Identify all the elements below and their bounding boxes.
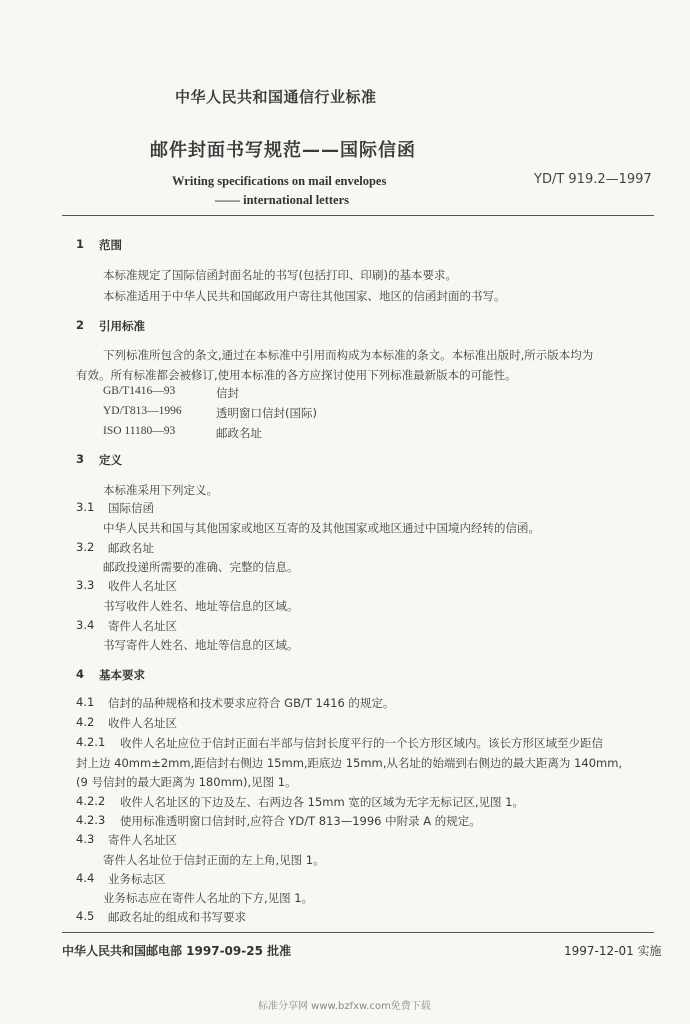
section-1-title: 范围 xyxy=(99,238,122,252)
clause-text: 业务标志区 xyxy=(108,872,166,886)
ref-name: 邮政名址 xyxy=(216,426,262,440)
section-4-title: 基本要求 xyxy=(99,668,145,682)
standard-category: 中华人民共和国通信行业标准 xyxy=(175,88,377,106)
section-3-title: 定义 xyxy=(99,453,122,467)
definition-number: 3.4 xyxy=(76,618,95,632)
definition-number: 3.2 xyxy=(76,540,95,554)
clause-number: 4.3 xyxy=(76,832,95,846)
document-number: YD/T 919.2—1997 xyxy=(534,172,652,187)
ref-code: YD/T813—1996 xyxy=(103,405,182,417)
section-2-title: 引用标准 xyxy=(99,319,145,333)
clause-text: 邮政名址的组成和书写要求 xyxy=(108,910,246,924)
clause-number: 4.2.3 xyxy=(76,813,106,827)
clause-text-line3: (9 号信封的最大距离为 180mm),见图 1。 xyxy=(76,775,297,789)
approval-line: 中华人民共和国邮电部 1997-09-25 批准 xyxy=(62,944,292,958)
definition-number: 3.1 xyxy=(76,500,95,514)
clause-text: 信封的品种规格和技术要求应符合 GB/T 1416 的规定。 xyxy=(108,696,395,710)
document-title-en-line2: —— international letters xyxy=(215,193,350,207)
watermark-text: 标准分享网 www.bzfxw.com免费下载 xyxy=(258,1001,431,1012)
definition-text: 邮政投递所需要的准确、完整的信息。 xyxy=(103,560,299,574)
definition-term: 邮政名址 xyxy=(108,541,154,555)
header-divider xyxy=(62,215,654,216)
definition-text: 书写收件人姓名、地址等信息的区域。 xyxy=(103,599,299,613)
implementation-date: 1997-12-01 实施 xyxy=(564,944,662,958)
clause-subtext: 寄件人名址位于信封正面的左上角,见图 1。 xyxy=(103,853,325,867)
definition-term: 收件人名址区 xyxy=(108,579,177,593)
ref-name: 透明窗口信封(国际) xyxy=(216,406,317,420)
clause-text-line1: 收件人名址应位于信封正面右半部与信封长度平行的一个长方形区域内。该长方形区域至少距信 xyxy=(120,736,603,750)
clause-text: 寄件人名址区 xyxy=(108,833,177,847)
clause-text-line2: 封上边 40mm±2mm,距信封右侧边 15mm,距底边 15mm,从名址的始端到右侧边的最大距离为 140mm, xyxy=(76,756,623,770)
clause-number: 4.2 xyxy=(76,715,95,729)
definition-term: 寄件人名址区 xyxy=(108,619,177,633)
clause-number: 4.2.2 xyxy=(76,794,106,808)
section-4-number: 4 xyxy=(76,667,85,681)
section-1-para-2: 本标准适用于中华人民共和国邮政用户寄往其他国家、地区的信函封面的书写。 xyxy=(103,289,506,303)
clause-subtext: 业务标志应在寄件人名址的下方,见图 1。 xyxy=(103,891,314,905)
section-2-para-line1: 下列标准所包含的条文,通过在本标准中引用而构成为本标准的条文。本标准出版时,所示版本均为 xyxy=(103,348,594,362)
section-3-intro: 本标准采用下列定义。 xyxy=(103,483,218,497)
clause-number: 4.2.1 xyxy=(76,735,106,749)
definition-term: 国际信函 xyxy=(108,501,154,515)
section-2-number: 2 xyxy=(76,318,85,332)
ref-name: 信封 xyxy=(216,386,239,400)
ref-code: ISO 11180—93 xyxy=(103,425,176,437)
document-title-cn: 邮件封面书写规范——国际信函 xyxy=(150,140,416,161)
clause-number: 4.5 xyxy=(76,909,95,923)
definition-text: 书写寄件人姓名、地址等信息的区域。 xyxy=(103,638,299,652)
section-1-number: 1 xyxy=(76,237,85,251)
clause-number: 4.4 xyxy=(76,871,95,885)
clause-text: 收件人名址区的下边及左、右两边各 15mm 宽的区域为无字无标记区,见图 1。 xyxy=(120,795,524,809)
document-title-en-line1: Writing specifications on mail envelopes xyxy=(172,174,387,188)
section-2-para-line2: 有效。所有标准都会被修订,使用本标准的各方应探讨使用下列标准最新版本的可能性。 xyxy=(76,368,517,382)
section-1-para-1: 本标准规定了国际信函封面名址的书写(包括打印、印刷)的基本要求。 xyxy=(103,268,457,282)
clause-number: 4.1 xyxy=(76,695,95,709)
clause-text: 收件人名址区 xyxy=(108,716,177,730)
footer-divider xyxy=(62,932,654,933)
ref-code: GB/T1416—93 xyxy=(103,385,176,397)
clause-text: 使用标准透明窗口信封时,应符合 YD/T 813—1996 中附录 A 的规定。 xyxy=(120,814,481,828)
definition-number: 3.3 xyxy=(76,578,95,592)
definition-text: 中华人民共和国与其他国家或地区互寄的及其他国家或地区通过中国境内经转的信函。 xyxy=(103,521,540,535)
section-3-number: 3 xyxy=(76,452,85,466)
